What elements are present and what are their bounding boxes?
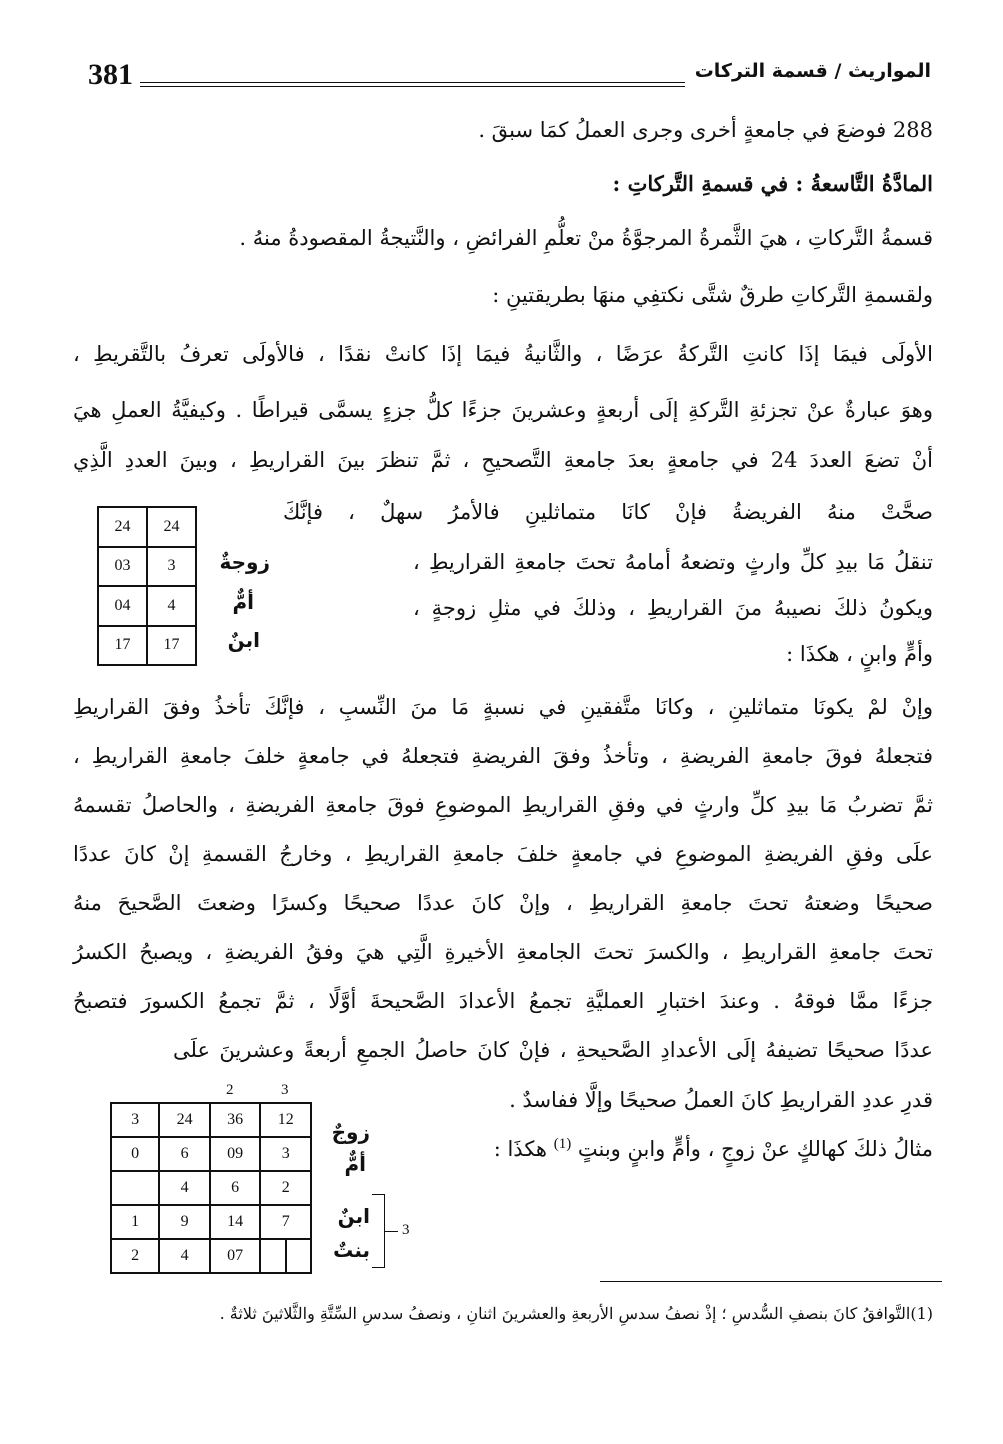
table-cell: 04	[98, 586, 147, 626]
footnote: (1)التَّوافقُ كانَ بنصفِ السُّدسِ ؛ إذْ نصفُ سدسِ الأربعةِ والعشرينَ اثنانِ ، ونصفُ سدسِ السِّتَّةِ والثَّلاثينَ ثلاثةٌ .	[219, 1304, 933, 1323]
table-cell: 07	[210, 1239, 261, 1273]
example-end: هكذَا :	[493, 1137, 547, 1161]
heir-label-mother-2: أمٌّ	[344, 1152, 366, 1176]
table-cell: 0	[111, 1137, 159, 1171]
table-cell: 03	[98, 547, 147, 587]
table-cell: 6	[159, 1137, 210, 1171]
table-cell: 09	[210, 1137, 261, 1171]
text-line-9: تنقلُ مَا بيدِ كلِّ وارثٍ وتضعهُ أمامهُ تحتَ جامعةِ القراريطِ ،	[413, 550, 933, 574]
text-line-3: قسمةُ التَّركاتِ ، هيَ الثَّمرةُ المرجوَّةُ منْ تعلُّمِ الفرائضِ ، والنَّتيجةُ المقصودةُ منهُ .	[239, 226, 933, 250]
table-cell: 24	[147, 507, 196, 547]
bracket-tick	[384, 1231, 398, 1232]
text-line-21	[373, 1136, 933, 1161]
text-line-6: وهوَ عبارةٌ عنْ تجزئةِ التَّركةِ إلَى أربعةٍ وعشرينَ جزءًا كلُّ جزءٍ يسمَّى قيراطًا . وكيفيَّةُ العملِ هيَ	[73, 398, 933, 422]
footnote-ref: (1)	[553, 1136, 572, 1152]
text-line-15: علَى وفقِ الفريضةِ الموضوعِ في جامعةٍ خلفَ جامعةِ القراريطِ ، وخارجُ القسمةِ إنْ كانَ عددًا	[73, 842, 933, 866]
table-inheritance-2	[110, 1102, 312, 1274]
heir-label-wife: زوجةٌ	[219, 550, 270, 574]
table-cell	[260, 1239, 311, 1273]
table-cell: 9	[159, 1205, 210, 1239]
text-line-17: تحتَ جامعةِ القراريطِ ، والكسرَ تحتَ الجامعةِ الأخيرةِ الَّتِي هيَ وفقُ الفريضةِ ، ويصبحُ الكسرُ	[73, 940, 933, 964]
table-cell: 2	[111, 1239, 159, 1273]
table-cell: 14	[210, 1205, 261, 1239]
page-number: 381	[88, 58, 133, 91]
table-cell: 17	[147, 626, 196, 666]
text-line-18: جزءًا ممَّا فوقهُ . وعندَ اختبارِ العمليَّةِ تجمعُ الأعدادَ الصَّحيحةَ أوَّلًا ، ثمَّ تجمعُ الكسورَ فتصبحُ	[73, 989, 933, 1013]
heir-label-mother: أمٌّ	[232, 590, 254, 614]
text-line-14: ثمَّ تضربُ مَا بيدِ كلِّ وارثٍ في وفقِ القراريطِ الموضوعِ فوقَ جامعةِ الفريضةِ ، والحاصلُ تقسمهُ	[73, 793, 933, 817]
table-cell: 3	[147, 547, 196, 587]
text-line-10: ويكونُ ذلكَ نصيبهُ منَ القراريطِ ، وذلكَ في مثلِ زوجةٍ ،	[413, 596, 933, 620]
table-cell: 24	[98, 507, 147, 547]
text-line-4: ولقسمةِ التَّركاتِ طرقٌ شتَّى نكتفِي منهَا بطريقتينِ :	[492, 283, 933, 307]
table2-top-3: 3	[281, 1082, 289, 1098]
table-cell: 24	[159, 1103, 210, 1137]
table-cell: 36	[210, 1103, 261, 1137]
heir-label-son: ابنٌ	[227, 628, 260, 652]
heir-label-husband: زوجٌ	[331, 1120, 370, 1144]
text-line-12: وإنْ لمْ يكونَا متماثلينِ ، وكانَا متَّفقينِ في نسبةٍ مَا منَ النِّسبِ ، فإنَّكَ تأخذُ وفقَ القراريطِ	[73, 695, 933, 719]
running-header: المواريث / قسمة التركات	[694, 60, 931, 82]
text-line-8: صحَّتْ منهُ الفريضةُ فإنْ كانَا متماثلينِ فالأمرُ سهلٌ ، فإنَّكَ	[283, 500, 933, 524]
heir-label-daughter: بنتٌ	[333, 1238, 370, 1262]
table-cell: 3	[260, 1137, 311, 1171]
text-line-7: أنْ تضعَ العددَ 24 في جامعةٍ بعدَ جامعةِ التَّصحيحِ ، ثمَّ تنظرَ بينَ القراريطِ ، وبينَ العددِ الَّذِي	[73, 448, 933, 472]
text-line-20: قدرِ عددِ القراريطِ كانَ العملُ صحيحًا وإلَّا ففاسدٌ .	[509, 1088, 933, 1112]
bracket-value: 3	[402, 1222, 410, 1238]
table-cell: 4	[147, 586, 196, 626]
table-cell: 7	[260, 1205, 311, 1239]
table-cell: 17	[98, 626, 147, 666]
table-cell: 3	[111, 1103, 159, 1137]
section-heading: المادَّةُ التَّاسعةُ : في قسمةِ التَّركاتِ :	[612, 171, 933, 196]
header-rule	[140, 82, 685, 87]
text-line-5: الأولَى فيمَا إذَا كانتِ التَّركةُ عرَضًا ، والثَّانيةُ فيمَا إذَا كانتْ نقدًا ، فالأولَى تعرفُ بالتَّقريطِ ،	[73, 342, 933, 366]
text-line-1: 288 فوضعَ في جامعةٍ أخرى وجرى العملُ كمَا سبقَ .	[478, 118, 933, 142]
table-cell: 2	[260, 1171, 311, 1205]
footnote-rule	[600, 1281, 942, 1282]
table-inheritance-1	[97, 506, 197, 666]
table-cell: 6	[210, 1171, 261, 1205]
table-cell	[111, 1171, 159, 1205]
table-cell: 1	[111, 1205, 159, 1239]
table-cell: 12	[260, 1103, 311, 1137]
table-cell: 4	[159, 1171, 210, 1205]
text-line-11: وأمٍّ وابنٍ ، هكذَا :	[786, 642, 933, 666]
example-text: مثالُ ذلكَ كهالكٍ عنْ زوجٍ ، وأمٍّ وابنٍ وبنتٍ	[577, 1137, 933, 1161]
text-line-13: فتجعلهُ فوقَ جامعةِ الفريضةِ ، وتأخذُ وفقَ الفريضةِ فتجعلهُ في جامعةٍ خلفَ جامعةِ القراريطِ ،	[73, 744, 933, 768]
text-line-19: عددًا صحيحًا تضيفهُ إلَى الأعدادِ الصَّحيحةِ ، فإنْ كانَ حاصلُ الجمعِ أربعةً وعشرينَ علَى	[173, 1038, 933, 1062]
table-cell: 4	[159, 1239, 210, 1273]
heir-label-son-2: ابنٌ	[337, 1204, 370, 1228]
table2-top-2: 2	[226, 1082, 234, 1098]
text-line-16: صحيحًا وضعتهُ تحتَ جامعةِ القراريطِ ، وإنْ كانَ عددًا صحيحًا وكسرًا وضعتَ الصَّحيحَ منهُ	[73, 891, 933, 915]
